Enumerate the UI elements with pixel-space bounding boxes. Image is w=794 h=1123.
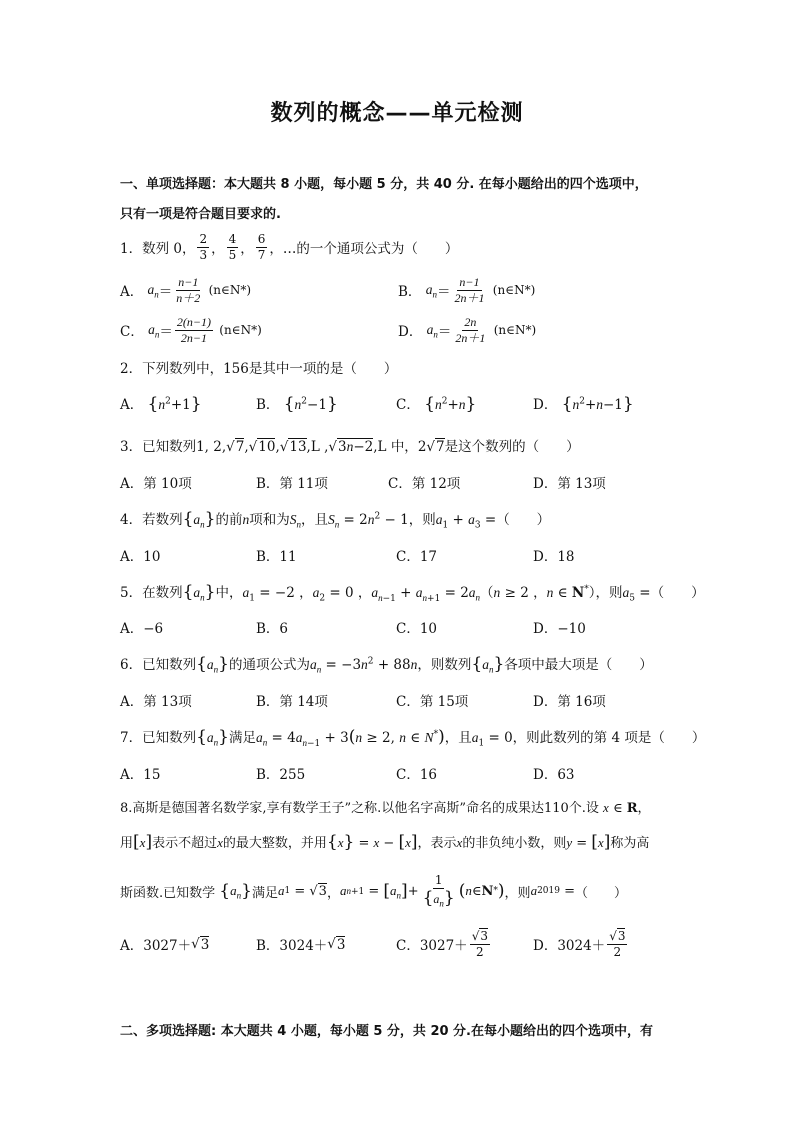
question-8-line-2: 用[x]表示不超过x的最大整数，并用{x} = x − [x]，表示x的非负纯小数，则y = [x]称为高: [120, 832, 650, 852]
question-8-line-3: 斯函数.已知数学 { $a_n$ } 满足 a 1 = √ 3 ， a n+1 = [ $a_n$ ] + $\frac{1}{\{a_n\}}$ ( n ∈ N * ) ，则 a 2019 = （ ）: [120, 873, 627, 909]
option-7a[interactable]: A．15: [120, 767, 161, 783]
question-2: 2．下列数列中，156是其中一项的是（ ）: [120, 361, 398, 377]
option-4a[interactable]: A．10: [120, 549, 161, 565]
question-1: 1． 数列 0， $\frac{2}{3}$ ， $\frac{4}{5}$ ， $\frac{6}{7}$ ，…的一个通项公式为（ ）: [120, 231, 459, 262]
option-3b[interactable]: B．第 11项: [256, 476, 328, 492]
option-6a[interactable]: A．第 13项: [120, 694, 192, 710]
section-heading-1: 一、单项选择题：本大题共 8 小题，每小题 5 分，共 40 分. 在每小题给出的四个选项中，: [120, 177, 648, 192]
option-2b[interactable]: B． $\{n^2-1\}$: [256, 394, 338, 414]
question-4: 4．若数列$\{a_n\}$的前n项和为$S_n$，且$S_n = 2n^2 - 1$，则$a_1 + a_3$ =（ ）: [120, 509, 551, 531]
page-title: 数列的概念——单元检测: [270, 101, 524, 126]
question-3: 3．已知数列1, 2,√ 7,√ 10,√ 13,L ,√ 3n−2,L 中，2√ 7是这个数列的（ ）: [120, 435, 580, 455]
option-1a[interactable]: A． $a_n$ ＝ $\frac{n-1}{n+2}$ (n∈N*): [120, 274, 252, 305]
option-5b[interactable]: B．6: [256, 621, 289, 637]
option-2c[interactable]: C． $\{n^2+n\}$: [396, 394, 477, 414]
option-6b[interactable]: B．第 14项: [256, 694, 328, 710]
option-3c[interactable]: C．第 12项: [388, 476, 461, 492]
option-7c[interactable]: C．16: [396, 767, 438, 783]
question-8-line-1: 8.高斯是德国著名数学家,享有数学王子”之称.以他名字高斯”命名的成果达110个.设 x ∈ R，: [120, 800, 651, 816]
section-heading-1-cont: 只有一项是符合题目要求的.: [120, 207, 281, 222]
option-7b[interactable]: B．255: [256, 767, 306, 783]
question-7: 7．已知数列$\{a_n\}$满足$a_n = 4a_{n-1} + 3(n \ge 2$, n ∈ N*)，且$a_1 = 0$，则此数列的第 4 项是（ ）: [120, 727, 706, 749]
question-5: 5．在数列$\{a_n\}$中，$a_1 = -2$ ，$a_2 = 0$ ，$a_{n-1} + a_{n+1} = 2a_n(n \ge 2$ ，n ∈ N*），则$a_5$ =（ ）: [120, 582, 705, 604]
option-3d[interactable]: D．第 13项: [533, 476, 606, 492]
option-5c[interactable]: C．10: [396, 621, 438, 637]
option-3a[interactable]: A．第 10项: [120, 476, 192, 492]
option-7d[interactable]: D．63: [533, 767, 575, 783]
option-5a[interactable]: A．−6: [120, 621, 164, 637]
option-1d[interactable]: D． $a_n$ ＝ $\frac{2n}{2n+1}$ (n∈N*): [398, 314, 537, 345]
option-4b[interactable]: B．11: [256, 549, 297, 565]
option-2a[interactable]: A． $\{n^2+1\}$: [120, 394, 202, 414]
option-8a[interactable]: A．3027＋ √ 3: [120, 926, 209, 962]
option-6d[interactable]: D．第 16项: [533, 694, 606, 710]
option-8c[interactable]: C．3027＋ √ $\frac{3}{2}$: [396, 926, 492, 962]
option-4d[interactable]: D．18: [533, 549, 575, 565]
option-2d[interactable]: D． $\{n^2+n-1\}$: [533, 394, 634, 414]
option-4c[interactable]: C．17: [396, 549, 438, 565]
option-5d[interactable]: D．−10: [533, 621, 586, 637]
option-1c[interactable]: C． $a_n$ ＝ $\frac{2(n-1)}{2n-1}$ (n∈N*): [120, 314, 262, 345]
section-heading-2: 二、多项选择题: 本大题共 4 小题，每小题 5 分，共 20 分.在每小题给出的四个选项中，有: [120, 1024, 654, 1039]
question-6: 6．已知数列$\{a_n\}$的通项公式为$a_n = -3n^2 + 88n$，则数列$\{a_n\}$各项中最大项是（ ）: [120, 654, 653, 675]
option-1b[interactable]: B． $a_n$ ＝ $\frac{n-1}{2n+1}$ (n∈N*): [398, 274, 536, 305]
option-8d[interactable]: D．3024＋ √ $\frac{3}{2}$: [533, 926, 629, 962]
option-8b[interactable]: B．3024＋ √ 3: [256, 926, 345, 962]
option-6c[interactable]: C．第 15项: [396, 694, 469, 710]
